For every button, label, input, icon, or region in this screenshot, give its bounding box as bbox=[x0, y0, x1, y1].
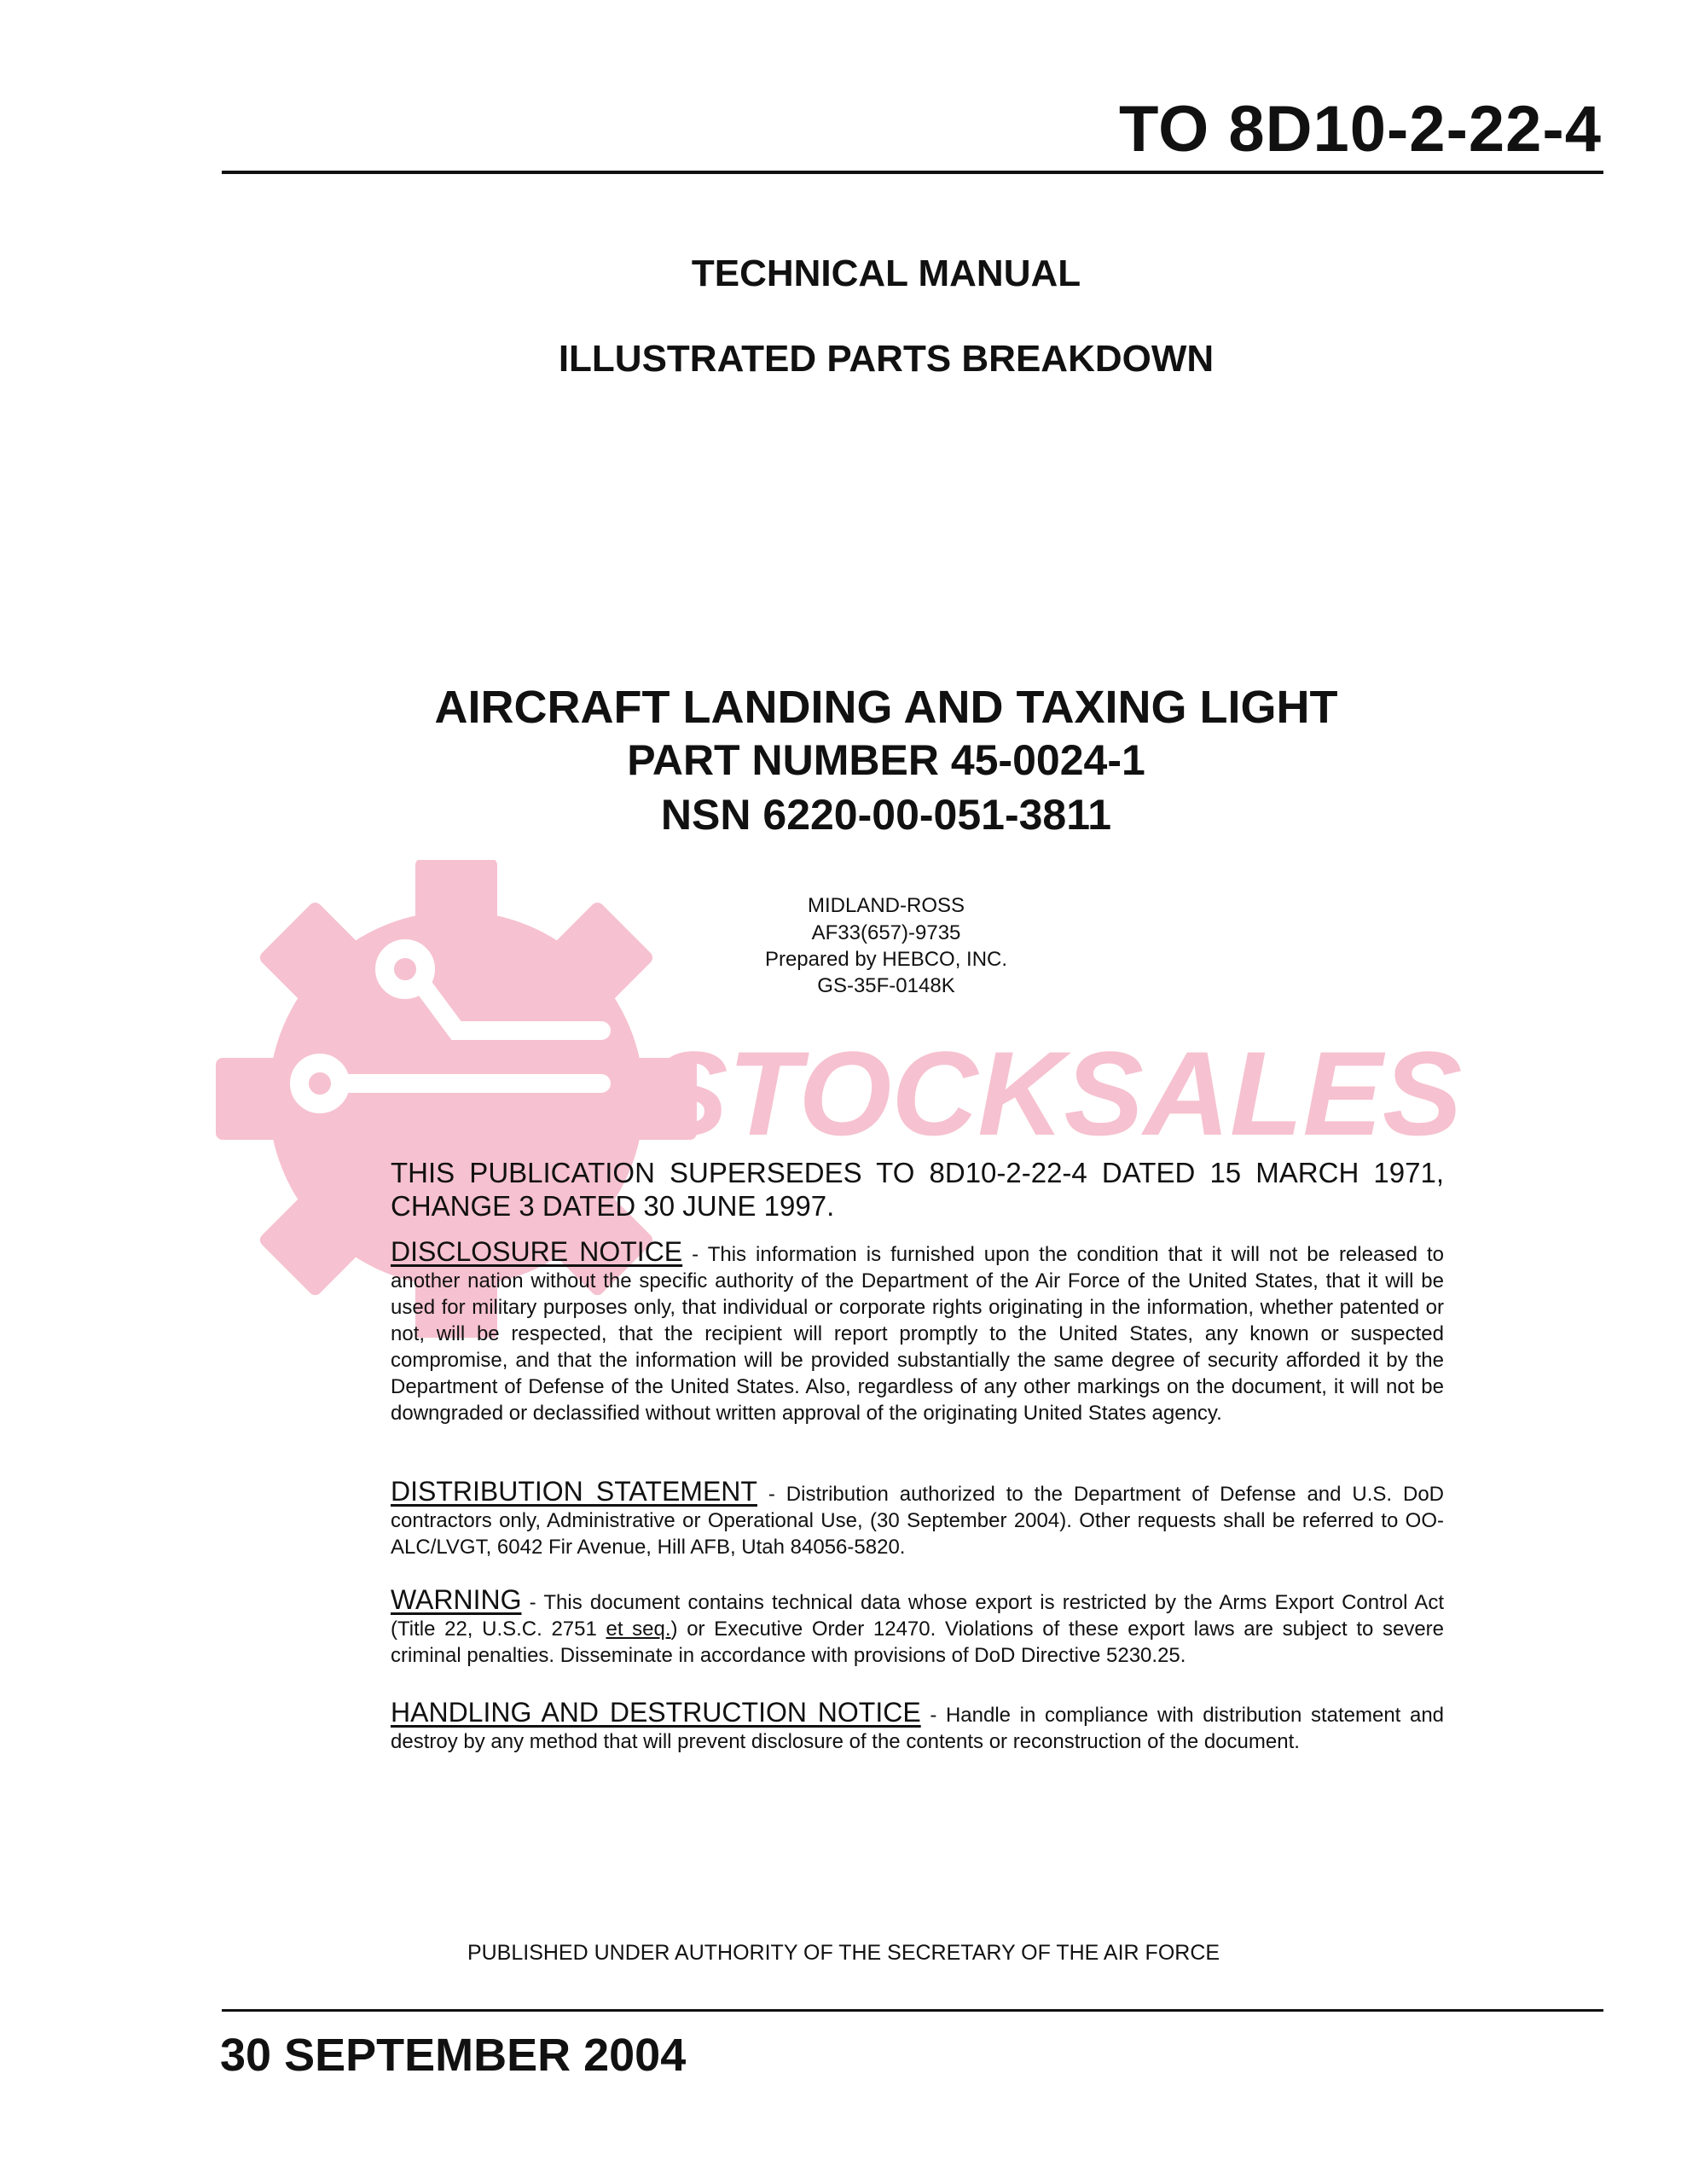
disclosure-heading: DISCLOSURE NOTICE bbox=[391, 1236, 683, 1267]
handling-notice bbox=[391, 1699, 1444, 1755]
warning-text-part1: - This document contains technical data whose export is restricted by the Arms Export Control Act (Title 22, U.S.C. 2751 bbox=[391, 1591, 1444, 1641]
handling-heading: HANDLING AND DESTRUCTION NOTICE bbox=[391, 1697, 921, 1728]
prep-line-preparer: Prepared by HEBCO, INC. bbox=[764, 948, 1008, 971]
to-number: TO 8D10-2-22-4 bbox=[1119, 93, 1602, 166]
top-rule bbox=[222, 171, 1603, 174]
disclosure-text: - This information is furnished upon the condition that it will not be released to another nation without the specific authority of the Department of the Air Force of the United States, that it will be used for military purposes only, that individual or corporate rights originating in the information, whether patented or not, will be respected, that the recipient will report promptly to the United States, any known or suspected compromise, and that the information will be provided substantially the same degree of security afforded it by the Department of Defense of the United States. Also, regardless of any other markings on the document, it will not be downgraded or declassified without written approval of the originating United States agency. bbox=[391, 1243, 1445, 1425]
publishing-authority: PUBLISHED UNDER AUTHORITY OF THE SECRETARY OF THE AIR FORCE bbox=[467, 1941, 1220, 1965]
disclosure-notice bbox=[391, 1236, 1445, 1426]
manual-subtype: ILLUSTRATED PARTS BREAKDOWN bbox=[558, 338, 1215, 380]
distribution-statement bbox=[391, 1478, 1444, 1560]
handling-text: - Handle in compliance with distribution statement and destroy by any method that will prevent disclosure of the contents or reconstruction of the document. bbox=[391, 1704, 1445, 1753]
watermark-text: STOCKSALES bbox=[648, 1026, 1463, 1160]
distribution-text: - Distribution authorized to the Department of Defense and U.S. DoD contractors only, Administrative or Operational Use, (30 September 2004). Other requests shall be referred to OO-ALC/LVGT, 6042 Fir Avenue, Hill AFB, Utah 84056-5820. bbox=[391, 1483, 1445, 1559]
nsn: NSN 6220-00-051-3811 bbox=[660, 791, 1112, 839]
supersedes-notice: THIS PUBLICATION SUPERSEDES TO 8D10-2-22-4 DATED 15 MARCH 1971, CHANGE 3 DATED 30 JUNE 1997. bbox=[391, 1157, 1444, 1222]
prep-line-gsa: GS-35F-0148K bbox=[817, 974, 955, 997]
warning-et-seq: et seq. bbox=[606, 1618, 671, 1641]
part-number: PART NUMBER 45-0024-1 bbox=[627, 736, 1145, 784]
bottom-rule bbox=[222, 2009, 1603, 2012]
warning-heading: WARNING bbox=[391, 1584, 522, 1615]
warning-text-part2: ) or Executive Order 12470. Violations of these export laws are subject to severe criminal penalties. Disseminate in accordance with provisions of DoD Directive 5230.25. bbox=[391, 1618, 1445, 1667]
manual-type: TECHNICAL MANUAL bbox=[691, 253, 1081, 294]
prep-line-contractor: MIDLAND-ROSS bbox=[807, 894, 965, 917]
prep-line-contract: AF33(657)-9735 bbox=[811, 921, 961, 944]
publication-date: 30 SEPTEMBER 2004 bbox=[220, 2030, 687, 2081]
distribution-heading: DISTRIBUTION STATEMENT bbox=[391, 1476, 757, 1507]
item-title: AIRCRAFT LANDING AND TAXING LIGHT bbox=[434, 682, 1338, 733]
warning-notice bbox=[391, 1584, 1445, 1669]
